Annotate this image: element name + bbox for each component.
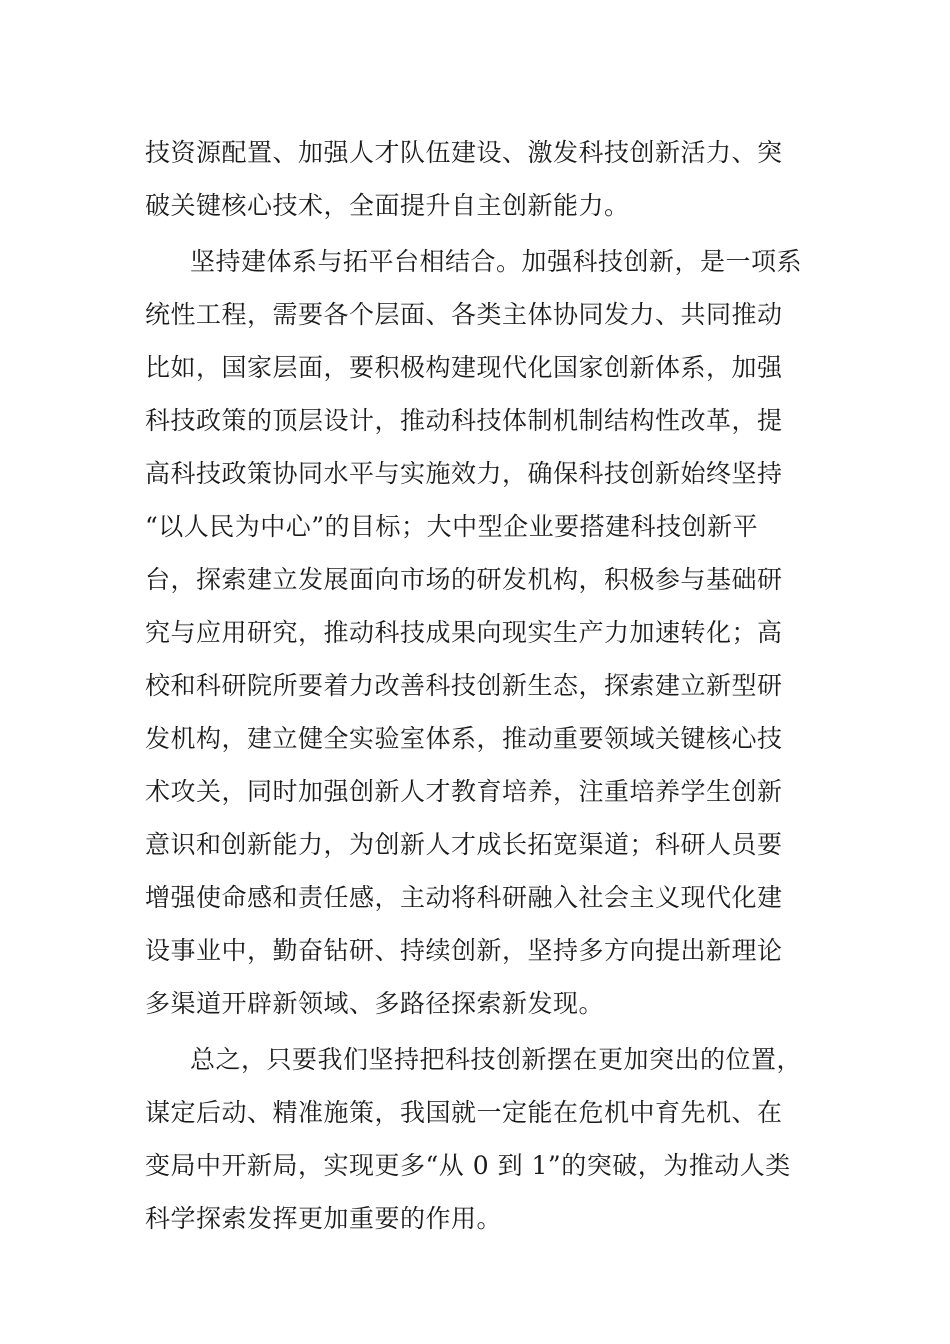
text-line: 破关键核心技术，全面提升自主创新能力。: [145, 191, 630, 220]
text-line: 谋定后动、精准施策，我国就一定能在危机中育先机、在: [145, 1098, 783, 1127]
body-text: [145, 129, 825, 1248]
paragraph-conclusion: [145, 1036, 825, 1248]
text-line: 术攻关，同时加强创新人才教育培养，注重培养学生创新: [145, 777, 783, 806]
text-line: 究与应用研究，推动科技成果向现实生产力加速转化；高: [145, 618, 783, 647]
text-line: 科技政策的顶层设计，推动科技体制机制结构性改革，提: [145, 406, 783, 435]
paragraph-system-and-platform: [145, 238, 825, 1033]
text-line: “以人民为中心”的目标；大中型企业要搭建科技创新平: [145, 512, 759, 541]
text-line: 多渠道开辟新领域、多路径探索新发现。: [145, 989, 605, 1018]
paragraph-continuation: [145, 129, 825, 235]
text-line: 校和科研院所要着力改善科技创新生态，探索建立新型研: [145, 671, 783, 700]
text-line: 科学探索发挥更加重要的作用。: [145, 1204, 503, 1233]
text-line: 发机构，建立健全实验室体系，推动重要领域关键核心技: [145, 724, 783, 753]
text-line: 技资源配置、加强人才队伍建设、激发科技创新活力、突: [145, 138, 783, 167]
text-line: 比如，国家层面，要积极构建现代化国家创新体系，加强: [145, 353, 783, 382]
text-line: 总之，只要我们坚持把科技创新摆在更加突出的位置，: [190, 1045, 803, 1074]
text-line: 坚持建体系与拓平台相结合。加强科技创新，是一项系: [190, 247, 803, 276]
text-line: 高科技政策协同水平与实施效力，确保科技创新始终坚持: [145, 459, 783, 488]
text-line: 变局中开新局，实现更多“从 0 到 1”的突破，为推动人类: [145, 1151, 791, 1180]
text-line: 统性工程，需要各个层面、各类主体协同发力、共同推动: [145, 300, 783, 329]
text-line: 设事业中，勤奋钻研、持续创新，坚持多方向提出新理论: [145, 936, 783, 965]
text-line: 增强使命感和责任感，主动将科研融入社会主义现代化建: [145, 883, 783, 912]
text-line: 意识和创新能力，为创新人才成长拓宽渠道；科研人员要: [145, 830, 783, 859]
text-line: 台，探索建立发展面向市场的研发机构，积极参与基础研: [145, 565, 783, 594]
